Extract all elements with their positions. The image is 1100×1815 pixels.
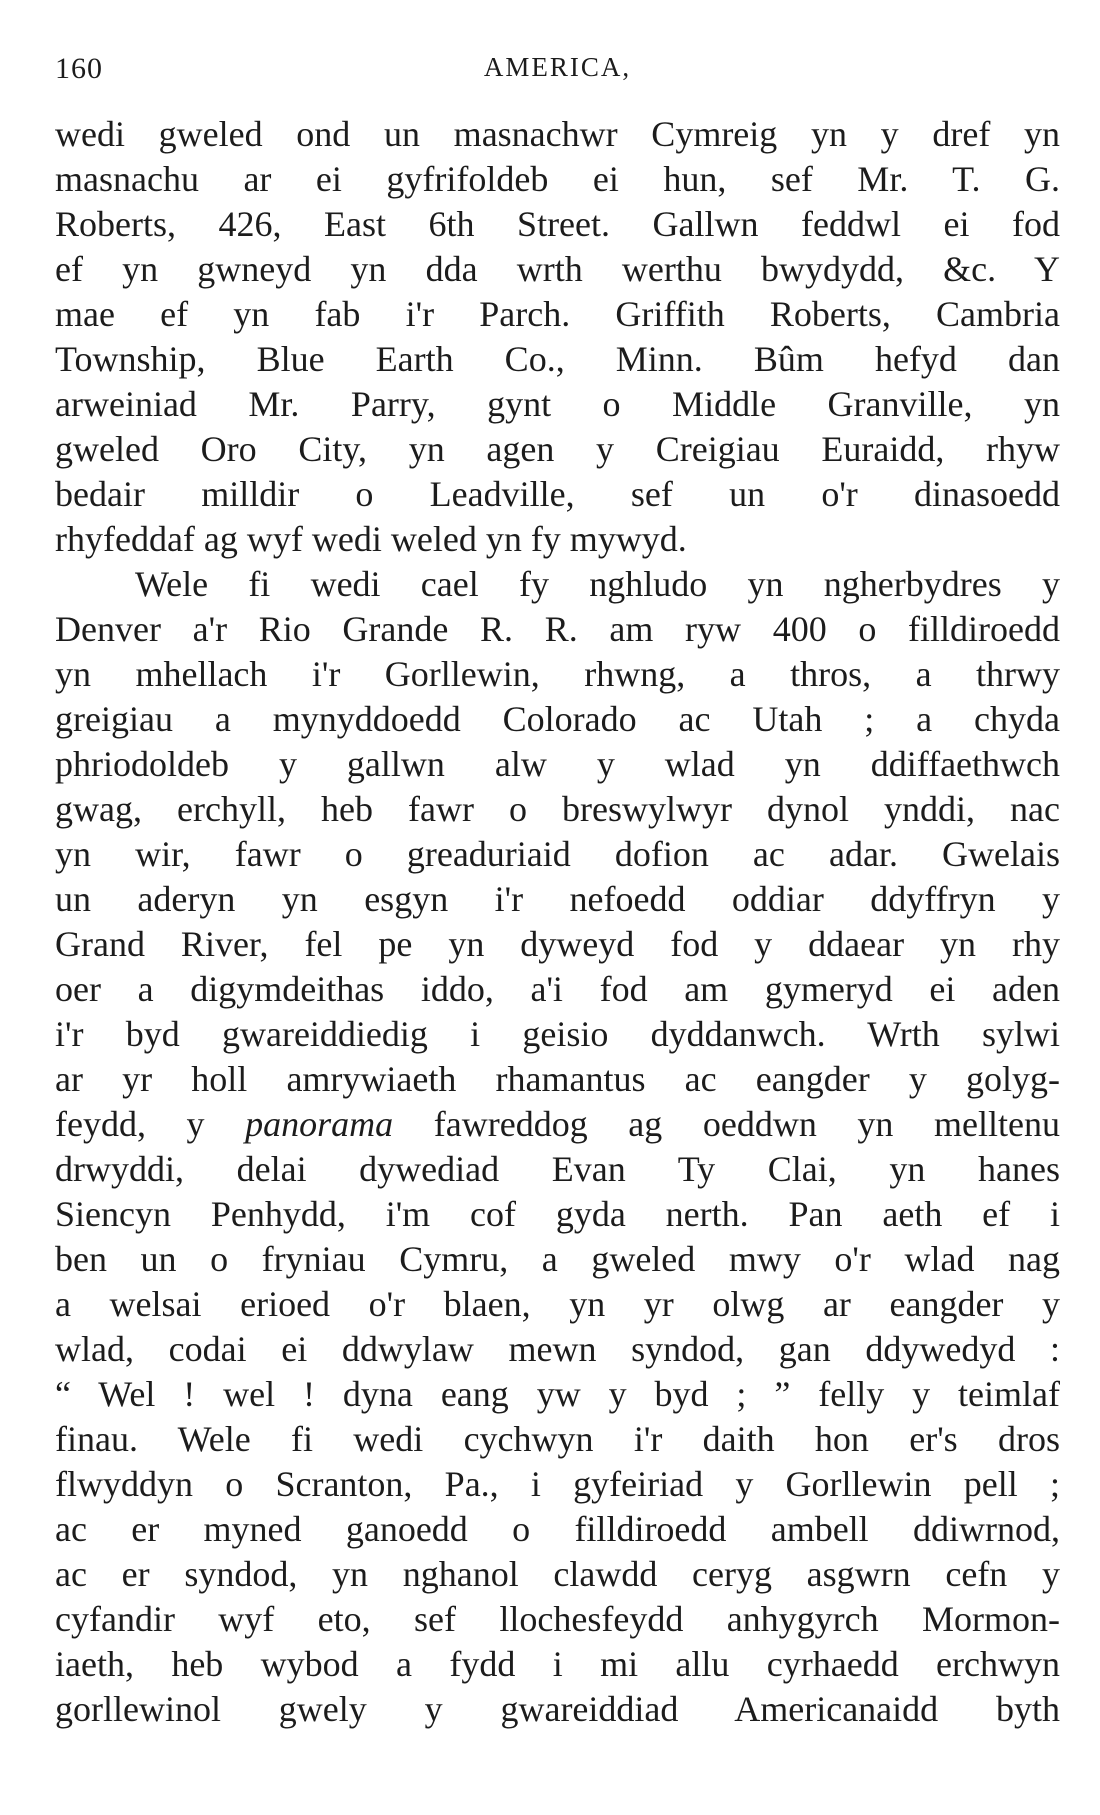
text-line: Township, Blue Earth Co., Minn. Bûm hefyd dan xyxy=(55,339,1060,379)
text-line: greigiau a mynyddoedd Colorado ac Utah ; a chyda xyxy=(55,699,1060,739)
text-line: ac er syndod, yn nghanol clawdd ceryg asgwrn cefn y xyxy=(55,1554,1060,1594)
text-line: Roberts, 426, East 6th Street. Gallwn feddwl ei fod xyxy=(55,204,1060,244)
text-line: wedi gweled ond un masnachwr Cymreig yn y dref yn xyxy=(55,114,1060,154)
text-line: finau. Wele fi wedi cychwyn i'r daith hon er's dros xyxy=(55,1419,1060,1459)
text-line: cyfandir wyf eto, sef llochesfeydd anhygyrch Mormon- xyxy=(55,1599,1060,1639)
running-title: AMERICA, xyxy=(483,52,632,82)
text-line: a welsai erioed o'r blaen, yn yr olwg ar eangder y xyxy=(55,1284,1060,1324)
paragraph-start-line: Wele fi wedi cael fy nghludo yn ngherbydres y xyxy=(135,564,1060,604)
text-line: ac er myned ganoedd o filldiroedd ambell ddiwrnod, xyxy=(55,1509,1060,1549)
text-line: drwyddi, delai dywediad Evan Ty Clai, yn hanes xyxy=(55,1149,1060,1189)
text-line: arweiniad Mr. Parry, gynt o Middle Granville, yn xyxy=(55,384,1060,424)
page-number: 160 xyxy=(55,52,103,85)
text-line: Grand River, fel pe yn dyweyd fod y ddaear yn rhy xyxy=(55,924,1060,964)
text-fragment: feydd, y xyxy=(55,1104,246,1144)
text-line: wlad, codai ei ddwylaw mewn syndod, gan ddywedyd : xyxy=(55,1329,1060,1369)
text-line: gwag, erchyll, heb fawr o breswylwyr dynol ynddi, nac xyxy=(55,789,1060,829)
text-fragment: fawreddog ag oeddwn yn melltenu xyxy=(393,1104,1060,1144)
text-line-with-italic xyxy=(55,1102,1060,1147)
text-line: oer a digymdeithas iddo, a'i fod am gymeryd ei aden xyxy=(55,969,1060,1009)
text-line: ar yr holl amrywiaeth rhamantus ac eangder y golyg- xyxy=(55,1059,1060,1099)
paragraph-end-line: rhyfeddaf ag wyf wedi weled yn fy mywyd. xyxy=(55,519,687,559)
text-line: masnachu ar ei gyfrifoldeb ei hun, sef Mr. T. G. xyxy=(55,159,1060,199)
text-line: “ Wel ! wel ! dyna eang yw y byd ; ” felly y teimlaf xyxy=(55,1374,1060,1414)
text-line: iaeth, heb wybod a fydd i mi allu cyrhaedd erchwyn xyxy=(55,1644,1060,1684)
text-line: mae ef yn fab i'r Parch. Griffith Roberts, Cambria xyxy=(55,294,1060,334)
text-line: flwyddyn o Scranton, Pa., i gyfeiriad y Gorllewin pell ; xyxy=(55,1464,1060,1504)
text-line: gweled Oro City, yn agen y Creigiau Euraidd, rhyw xyxy=(55,429,1060,469)
text-line: yn wir, fawr o greaduriaid dofion ac adar. Gwelais xyxy=(55,834,1060,874)
text-line: i'r byd gwareiddiedig i geisio dyddanwch. Wrth sylwi xyxy=(55,1014,1060,1054)
text-line: ef yn gwneyd yn dda wrth werthu bwydydd, &c. Y xyxy=(55,249,1060,289)
body-text xyxy=(55,112,1060,1732)
text-line: bedair milldir o Leadville, sef un o'r dinasoedd xyxy=(55,474,1060,514)
text-line: yn mhellach i'r Gorllewin, rhwng, a thros, a thrwy xyxy=(55,654,1060,694)
italic-word: panorama xyxy=(245,1104,394,1144)
text-line: phriodoldeb y gallwn alw y wlad yn ddiffaethwch xyxy=(55,744,1060,784)
text-line: Siencyn Penhydd, i'm cof gyda nerth. Pan aeth ef i xyxy=(55,1194,1060,1234)
text-line: un aderyn yn esgyn i'r nefoedd oddiar ddyffryn y xyxy=(55,879,1060,919)
running-head xyxy=(55,52,1060,92)
text-line: gorllewinol gwely y gwareiddiad Americanaidd byth xyxy=(55,1689,1060,1729)
text-line: ben un o fryniau Cymru, a gweled mwy o'r wlad nag xyxy=(55,1239,1060,1279)
text-line: Denver a'r Rio Grande R. R. am ryw 400 o filldiroedd xyxy=(55,609,1060,649)
